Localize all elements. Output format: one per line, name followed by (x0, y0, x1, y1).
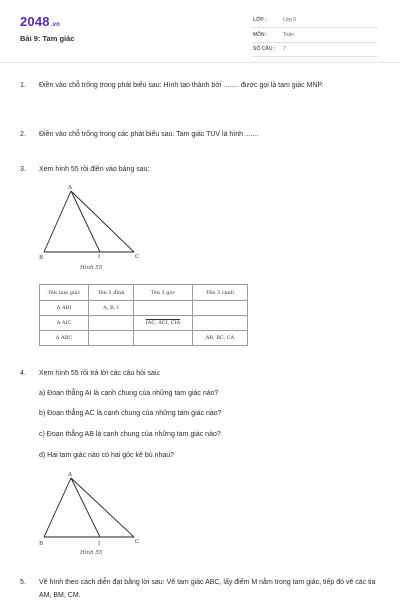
meta-subject-row (253, 30, 378, 43)
header-divider (0, 62, 400, 63)
lesson-title: Bài 9: Tam giác (20, 34, 75, 43)
question-text: Xem hình 55 rồi điền vào bảng sau: (39, 166, 150, 173)
table-header-row (40, 285, 248, 301)
vertex-label-a: A (68, 185, 72, 191)
meta-subject-label: MÔN : (253, 32, 268, 38)
question-1 (20, 80, 384, 93)
table-cell (89, 316, 134, 331)
table-cell (134, 331, 193, 346)
meta-grade-label: LỚP : (253, 17, 267, 23)
site-logo[interactable] (20, 14, 60, 29)
meta-grade-value: Lớp 6 (283, 17, 297, 23)
table-row (40, 301, 248, 316)
vertex-label-c: C (135, 254, 140, 260)
table-cell: Δ ABI (40, 301, 89, 316)
table-cell (193, 301, 248, 316)
question-5 (20, 577, 384, 602)
table-cell (89, 331, 134, 346)
question-4d: d) Hai tam giác nào có hai góc kề bù nhau? (39, 452, 175, 459)
vertex-label-c: C (135, 539, 140, 545)
segment-ac (71, 478, 134, 537)
question-2 (20, 129, 384, 142)
table-header-cell: Tên 3 đỉnh (89, 285, 134, 301)
table-cell: IAC, ACI, CIA (134, 316, 193, 331)
meta-count-row (253, 44, 378, 57)
table-header-cell: Tên 3 góc (134, 285, 193, 301)
meta-grade-row (253, 15, 378, 28)
question-4 (20, 368, 384, 381)
vertex-label-i: I (98, 254, 101, 260)
segment-ab (44, 191, 71, 252)
logo-sub: .vn (50, 22, 61, 28)
table-row (40, 316, 248, 331)
table-cell: A, B, I (89, 301, 134, 316)
segment-ab (44, 478, 71, 537)
segment-ac (71, 191, 134, 252)
table-header-cell: Tên tam giác (40, 285, 89, 301)
table-cell: Δ ABC (40, 331, 89, 346)
question-number: 5. (20, 579, 26, 586)
question-3 (20, 164, 384, 177)
question-number: 4. (20, 370, 26, 377)
vertex-label-b: B (39, 541, 44, 547)
figure-caption: Hình 55 (80, 265, 103, 271)
vertex-label-b: B (39, 255, 44, 261)
table-cell: AB, BC, CA (193, 331, 248, 346)
question-4b: b) Đoạn thẳng AC là cạnh chung của những tam giác nào? (39, 410, 222, 417)
segment-ai (71, 191, 100, 252)
question-4a: a) Đoạn thẳng AI là cạnh chung của những tam giác nào? (39, 390, 219, 397)
question-text: Điền vào chỗ trống trong các phát biểu sau: Tam giác TUV là hình ....... (39, 131, 259, 138)
meta-count-label: SỐ CÂU : (253, 46, 276, 52)
vertex-label-i: I (98, 541, 101, 547)
meta-count-value: 7 (283, 46, 286, 52)
table-cell (134, 301, 193, 316)
vertex-label-a: A (68, 472, 72, 478)
question-4c: c) Đoạn thẳng AB là cạnh chung của những tam giác nào? (39, 431, 221, 438)
question-text: Xem hình 55 rồi trả lời các câu hỏi sau: (39, 370, 161, 377)
figure-caption: Hình 55 (80, 550, 103, 556)
meta-subject-value: Toán (283, 32, 294, 38)
page-header (0, 0, 400, 62)
question-number: 3. (20, 166, 26, 173)
table-cell (193, 316, 248, 331)
logo-main: 2048 (20, 14, 50, 29)
table-row (40, 331, 248, 346)
table-header-cell: Tên 3 cạnh (193, 285, 248, 301)
question-number: 2. (20, 131, 26, 138)
table-cell: Δ AIC (40, 316, 89, 331)
triangle-table (39, 284, 248, 346)
triangle-figure-55-repeat (34, 469, 154, 561)
question-text: Điền vào chỗ trống trong phát biểu sau: Hình tạo thành bởi ........ được gọi là tam giác MNP. (39, 82, 324, 89)
segment-ai (71, 478, 100, 537)
triangle-figure-55 (34, 182, 154, 276)
question-text: Vẽ hình theo cách diễn đạt bằng lời sau: Vẽ tam giác ABC, lấy điểm M nằm trong tam giác, tiếp đó vẽ các tia AM, BM, CM. (39, 579, 376, 599)
question-number: 1. (20, 82, 26, 89)
